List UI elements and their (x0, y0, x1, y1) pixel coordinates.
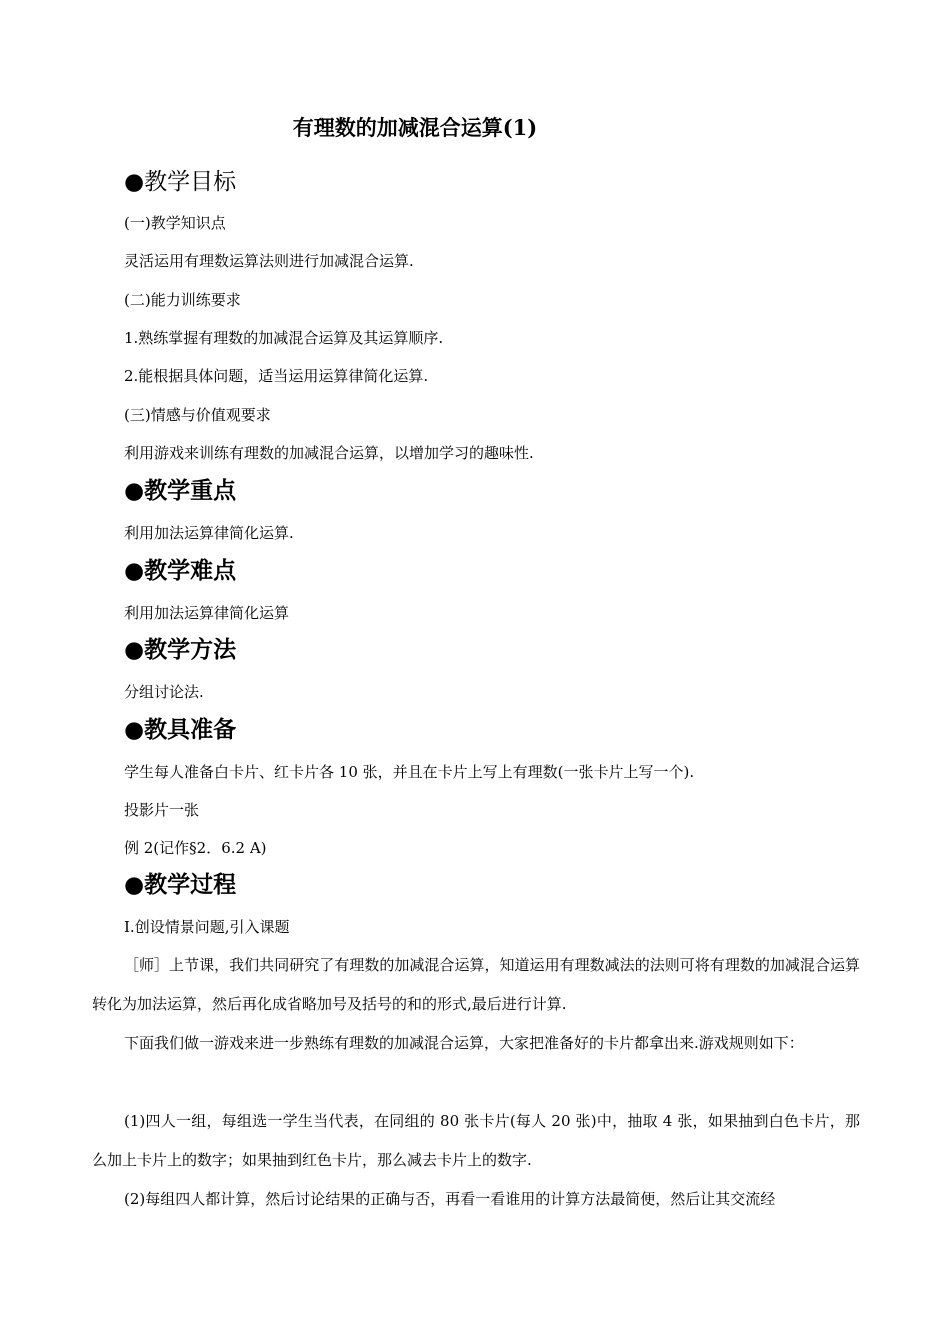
heading-materials: ●教具准备 (124, 716, 237, 743)
process-subheading: Ⅰ.创设情景问题,引入课题 (124, 918, 290, 936)
objectives-line-2: 灵活运用有理数运算法则进行加减混合运算. (124, 252, 414, 270)
process-paragraph-4: (2)每组四人都计算，然后讨论结果的正确与否，再看一看谁用的计算方法最简便，然后让其交流经 (124, 1190, 776, 1208)
methods-line: 分组讨论法. (124, 683, 204, 701)
objectives-line-6: (三)情感与价值观要求 (124, 406, 271, 424)
objectives-line-5: 2.能根据具体问题，适当运用运算律简化运算. (124, 367, 429, 385)
difficulties-line: 利用加法运算律简化运算 (124, 604, 290, 622)
process-paragraph-3: (1)四人一组，每组选一学生当代表，在同组的 80 张卡片(每人 20 张)中，抽取 4 张，如果抽到白色卡片，那么加上卡片上的数字；如果抽到红色卡片，那么减去卡片上的数字. (92, 1112, 860, 1169)
materials-line-2: 投影片一张 (124, 801, 200, 819)
objectives-line-4: 1.熟练掌握有理数的加减混合运算及其运算顺序. (124, 329, 444, 347)
heading-difficulties: ●教学难点 (124, 557, 237, 584)
heading-process: ●教学过程 (124, 871, 237, 898)
heading-objectives: ●教学目标 (124, 169, 237, 195)
heading-methods: ●教学方法 (124, 636, 237, 663)
objectives-line-3: (二)能力训练要求 (124, 291, 241, 309)
heading-key-points: ●教学重点 (124, 477, 237, 504)
key-points-line: 利用加法运算律简化运算. (124, 524, 294, 542)
materials-line-1: 学生每人准备白卡片、红卡片各 10 张，并且在卡片上写上有理数(一张卡片上写一个). (124, 763, 695, 781)
materials-line-3: 例 2(记作§2．6.2 A) (124, 839, 267, 857)
objectives-line-7: 利用游戏来训练有理数的加减混合运算，以增加学习的趣味性. (124, 444, 534, 462)
process-paragraph-2: 下面我们做一游戏来进一步熟练有理数的加减混合运算，大家把准备好的卡片都拿出来.游戏规则如下： (124, 1034, 804, 1052)
objectives-line-1: (一)教学知识点 (124, 214, 226, 232)
process-paragraph-1: ［师］上节课，我们共同研究了有理数的加减混合运算，知道运用有理数减法的法则可将有理数的加减混合运算转化为加法运算，然后再化成省略加号及括号的和的形式,最后进行计算. (92, 956, 860, 1013)
document-title: 有理数的加减混合运算(1) (292, 115, 538, 140)
